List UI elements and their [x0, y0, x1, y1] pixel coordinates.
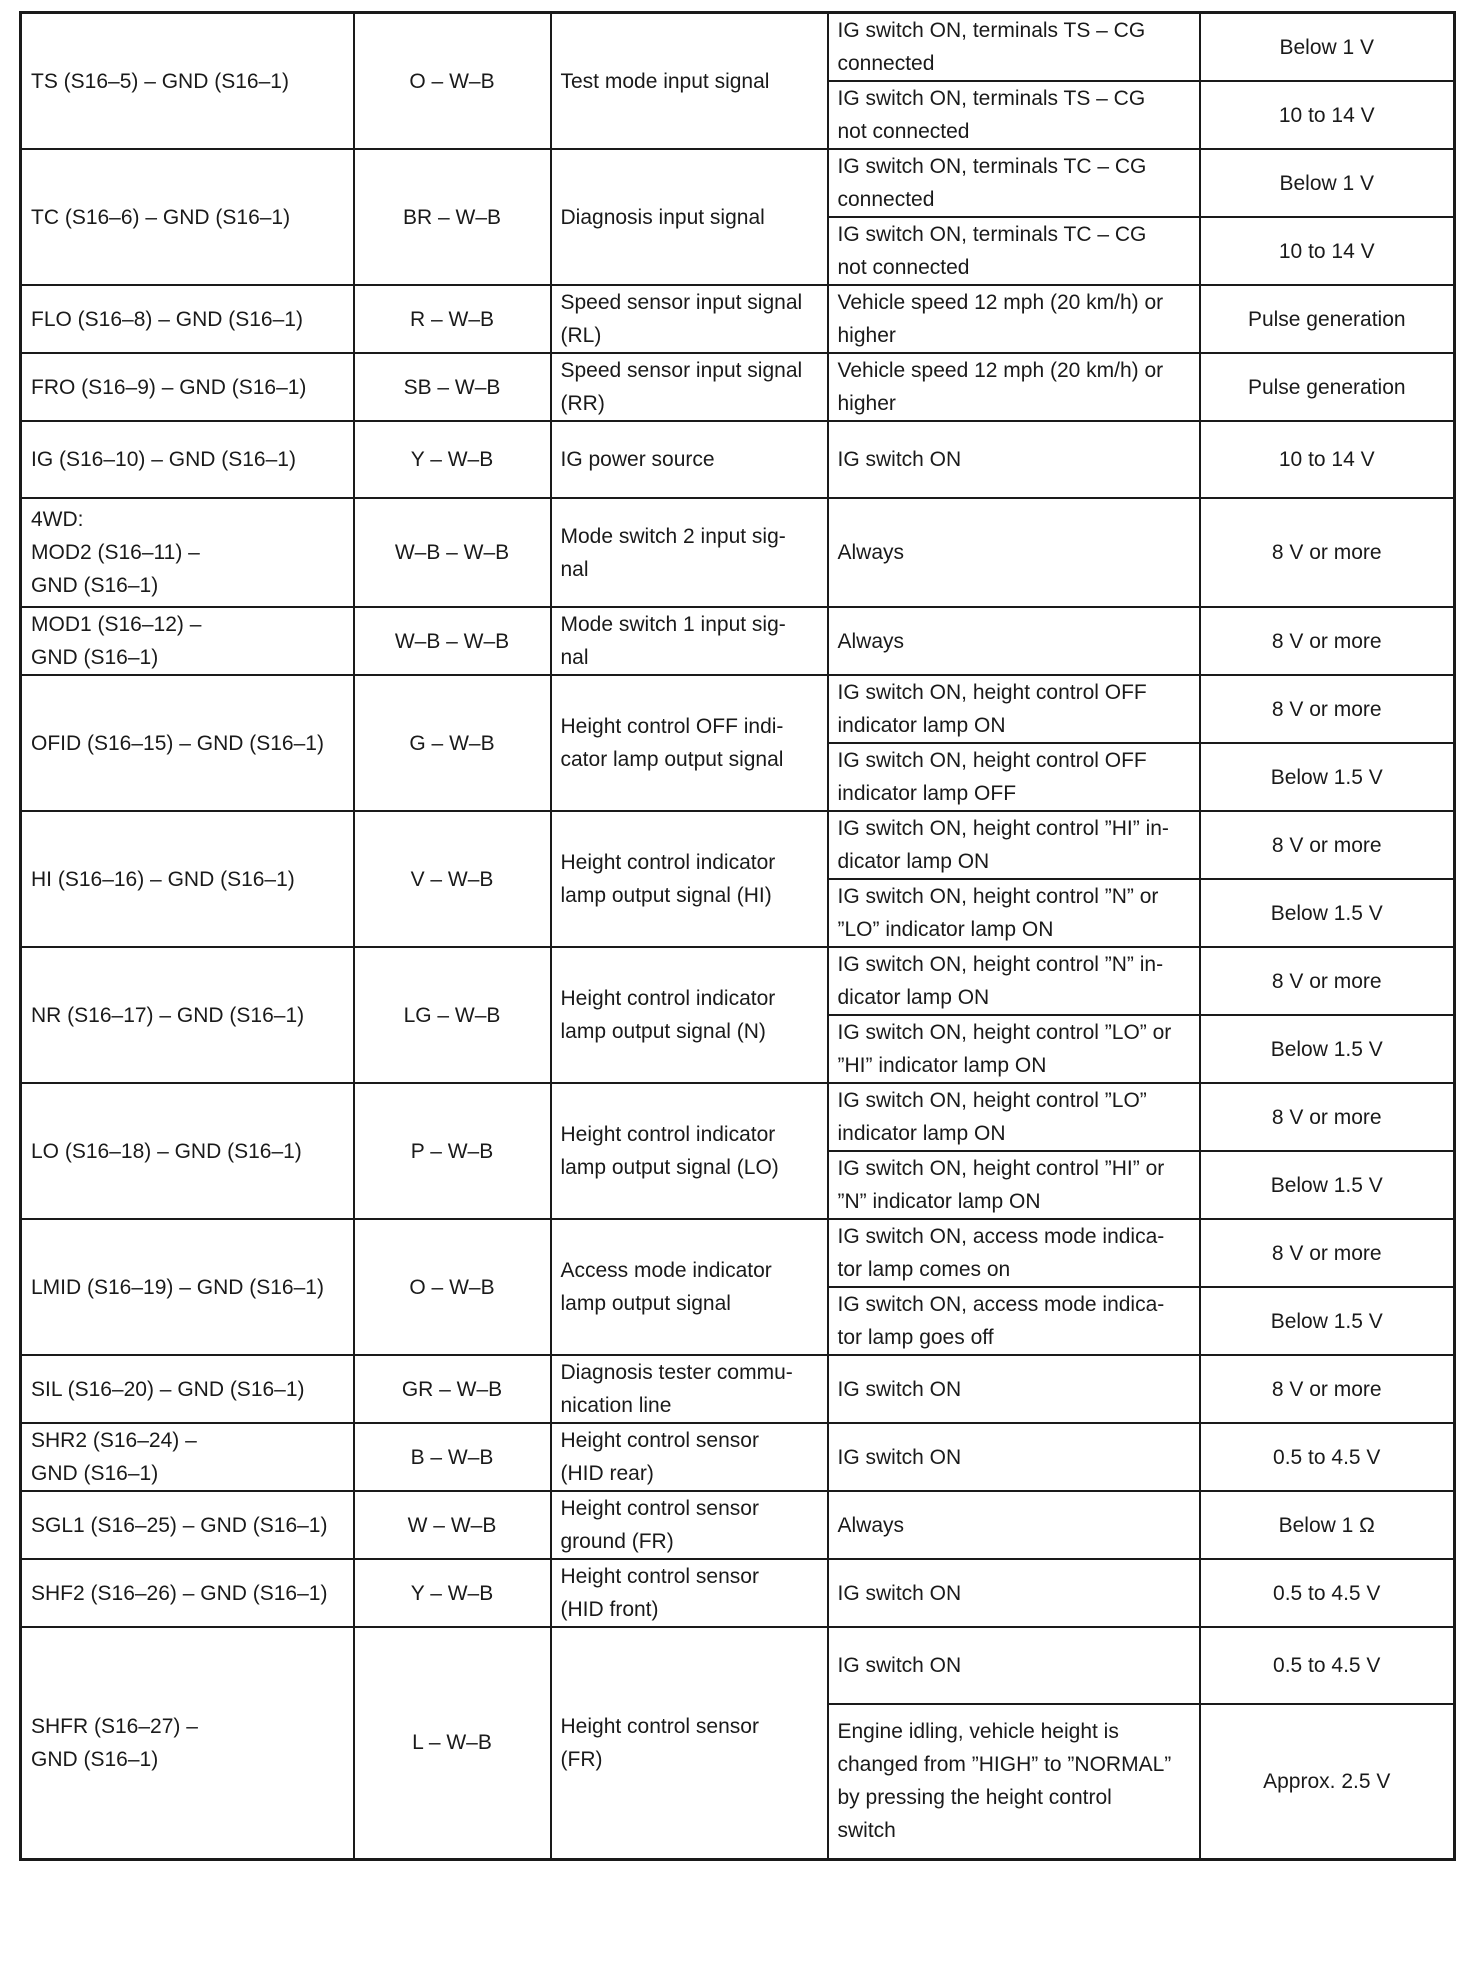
- specified-value-cell: Pulse generation: [1200, 285, 1455, 353]
- terminal-cell: [21, 149, 354, 285]
- description-cell-line: nication line: [560, 1394, 672, 1417]
- table-row: [21, 1627, 1455, 1704]
- specified-value-cell: Below 1.5 V: [1200, 879, 1455, 947]
- specified-value-cell: 10 to 14 V: [1200, 81, 1455, 149]
- specified-value-cell: 8 V or more: [1200, 947, 1455, 1015]
- condition-cell-line: connected: [837, 188, 935, 211]
- description-cell: [551, 675, 828, 811]
- condition-cell-line: IG switch ON, height control ”N” or: [837, 885, 1159, 908]
- condition-cell: [828, 675, 1200, 743]
- terminal-cell: [21, 947, 354, 1083]
- terminal-cell-line: TC (S16–6) – GND (S16–1): [31, 205, 291, 229]
- description-cell: [551, 947, 828, 1083]
- description-cell-line: Diagnosis tester commu-: [560, 1361, 793, 1384]
- table-row: [21, 1559, 1455, 1627]
- specified-value-cell: 0.5 to 4.5 V: [1200, 1559, 1455, 1627]
- condition-cell-line: indicator lamp ON: [837, 1122, 1006, 1145]
- description-cell-line: (FR): [560, 1747, 603, 1771]
- wire-color-cell: O – W–B: [354, 13, 551, 150]
- condition-cell-line: dicator lamp ON: [837, 986, 990, 1009]
- terminal-cell: [21, 1491, 354, 1559]
- terminal-cell-line: MOD2 (S16–11) –: [31, 541, 200, 564]
- table-row: [21, 285, 1455, 353]
- specified-value-cell: 8 V or more: [1200, 1355, 1455, 1423]
- terminal-cell: [21, 1423, 354, 1491]
- description-cell-line: nal: [560, 557, 589, 581]
- wire-color-cell: W–B – W–B: [354, 607, 551, 675]
- terminal-cell-line: GND (S16–1): [31, 1747, 159, 1771]
- condition-cell-line: IG switch ON: [837, 448, 962, 471]
- specified-value-cell: Below 1 Ω: [1200, 1491, 1455, 1559]
- description-cell: [551, 607, 828, 675]
- condition-cell: [828, 1287, 1200, 1355]
- terminal-cell-line: LO (S16–18) – GND (S16–1): [31, 1139, 302, 1163]
- wire-color-cell: SB – W–B: [354, 353, 551, 421]
- description-cell-line: Height control sensor: [560, 1714, 759, 1738]
- description-cell-line: cator lamp output signal: [560, 748, 784, 771]
- description-cell-line: (RL): [560, 324, 602, 347]
- condition-cell-line: IG switch ON: [837, 1377, 962, 1401]
- table-row: [21, 1491, 1455, 1559]
- condition-cell: [828, 421, 1200, 498]
- wire-color-cell: GR – W–B: [354, 1355, 551, 1423]
- condition-cell: [828, 607, 1200, 675]
- description-cell-line: Height control sensor: [560, 1497, 759, 1520]
- condition-cell-line: IG switch ON, height control ”HI” in-: [837, 817, 1169, 840]
- condition-cell: [828, 1015, 1200, 1083]
- table-row: [21, 1083, 1455, 1151]
- condition-cell: [828, 1083, 1200, 1151]
- condition-cell: [828, 1355, 1200, 1423]
- description-cell-line: Mode switch 2 input sig-: [560, 524, 786, 548]
- condition-cell-line: IG switch ON: [837, 1445, 962, 1469]
- terminal-cell-line: FRO (S16–9) – GND (S16–1): [31, 375, 307, 399]
- terminal-cell-line: 4WD:: [31, 508, 84, 531]
- condition-cell-line: indicator lamp ON: [837, 714, 1006, 737]
- wire-color-cell: P – W–B: [354, 1083, 551, 1219]
- table-row: [21, 353, 1455, 421]
- table-row: [21, 149, 1455, 217]
- condition-cell: [828, 285, 1200, 353]
- table-row: [21, 421, 1455, 498]
- condition-cell: [828, 1704, 1200, 1859]
- specified-value-cell: 10 to 14 V: [1200, 421, 1455, 498]
- condition-cell: [828, 1491, 1200, 1559]
- specified-value-cell: Below 1 V: [1200, 149, 1455, 217]
- terminal-voltage-table-container: [19, 11, 1453, 1861]
- specified-value-cell: Below 1 V: [1200, 13, 1455, 82]
- table-row: [21, 947, 1455, 1015]
- description-cell-line: lamp output signal: [560, 1292, 731, 1315]
- specified-value-cell: Below 1.5 V: [1200, 743, 1455, 811]
- terminal-cell-line: SGL1 (S16–25) – GND (S16–1): [31, 1513, 328, 1537]
- condition-cell-line: higher: [837, 392, 896, 415]
- terminal-cell: [21, 285, 354, 353]
- condition-cell-line: IG switch ON, height control ”LO”: [837, 1089, 1147, 1112]
- condition-cell-line: Vehicle speed 12 mph (20 km/h) or: [837, 291, 1164, 314]
- condition-cell-line: IG switch ON, height control ”N” in-: [837, 953, 1164, 976]
- terminal-cell-line: OFID (S16–15) – GND (S16–1): [31, 731, 324, 755]
- description-cell-line: Speed sensor input signal: [560, 291, 803, 314]
- condition-cell: [828, 1559, 1200, 1627]
- terminal-cell-line: IG (S16–10) – GND (S16–1): [31, 448, 296, 471]
- wire-color-cell: O – W–B: [354, 1219, 551, 1355]
- table-row: [21, 1219, 1455, 1287]
- condition-cell-line: higher: [837, 324, 896, 347]
- condition-cell-line: IG switch ON, terminals TS – CG: [837, 87, 1146, 110]
- condition-cell-line: IG switch ON: [837, 1654, 962, 1677]
- condition-cell: [828, 1627, 1200, 1704]
- specified-value-cell: 0.5 to 4.5 V: [1200, 1627, 1455, 1704]
- terminal-cell: [21, 1083, 354, 1219]
- condition-cell-line: Always: [837, 1513, 905, 1537]
- terminal-cell-line: FLO (S16–8) – GND (S16–1): [31, 307, 303, 331]
- wire-color-cell: L – W–B: [354, 1627, 551, 1859]
- condition-cell-line: ”N” indicator lamp ON: [837, 1190, 1041, 1213]
- description-cell-line: lamp output signal (LO): [560, 1156, 779, 1179]
- description-cell: [551, 1355, 828, 1423]
- description-cell-line: ground (FR): [560, 1530, 674, 1553]
- condition-cell: [828, 353, 1200, 421]
- description-cell: [551, 811, 828, 947]
- condition-cell: [828, 1423, 1200, 1491]
- condition-cell: [828, 743, 1200, 811]
- wire-color-cell: B – W–B: [354, 1423, 551, 1491]
- description-cell-line: Diagnosis input signal: [560, 205, 765, 229]
- description-cell-line: Height control sensor: [560, 1429, 759, 1452]
- specified-value-cell: 8 V or more: [1200, 498, 1455, 607]
- description-cell-line: Height control indicator: [560, 851, 776, 874]
- terminal-cell: [21, 607, 354, 675]
- condition-cell-line: changed from ”HIGH” to ”NORMAL”: [837, 1753, 1172, 1777]
- condition-cell: [828, 1219, 1200, 1287]
- condition-cell: [828, 947, 1200, 1015]
- description-cell: [551, 498, 828, 607]
- condition-cell-line: not connected: [837, 120, 970, 143]
- specified-value-cell: 8 V or more: [1200, 1083, 1455, 1151]
- condition-cell-line: not connected: [837, 256, 970, 279]
- terminal-cell: [21, 421, 354, 498]
- terminal-cell-line: SHR2 (S16–24) –: [31, 1429, 197, 1452]
- condition-cell-line: IG switch ON, height control ”LO” or: [837, 1021, 1172, 1044]
- description-cell-line: IG power source: [560, 448, 715, 471]
- description-cell: [551, 285, 828, 353]
- terminal-cell-line: NR (S16–17) – GND (S16–1): [31, 1003, 305, 1027]
- description-cell-line: (HID rear): [560, 1462, 654, 1485]
- specified-value-cell: 8 V or more: [1200, 607, 1455, 675]
- specified-value-cell: 8 V or more: [1200, 1219, 1455, 1287]
- condition-cell-line: switch: [837, 1819, 896, 1843]
- table-row: [21, 1423, 1455, 1491]
- terminal-cell: [21, 1355, 354, 1423]
- condition-cell-line: Always: [837, 629, 905, 653]
- terminal-cell: [21, 353, 354, 421]
- condition-cell-line: Always: [837, 541, 905, 564]
- specified-value-cell: 8 V or more: [1200, 675, 1455, 743]
- condition-cell-line: IG switch ON, access mode indica-: [837, 1293, 1165, 1316]
- condition-cell: [828, 81, 1200, 149]
- terminal-cell: [21, 13, 354, 150]
- condition-cell-line: dicator lamp ON: [837, 850, 990, 873]
- condition-cell: [828, 149, 1200, 217]
- description-cell-line: lamp output signal (HI): [560, 884, 772, 907]
- terminal-cell-line: MOD1 (S16–12) –: [31, 613, 202, 636]
- condition-cell-line: indicator lamp OFF: [837, 782, 1017, 805]
- description-cell: [551, 353, 828, 421]
- terminal-cell-line: SHF2 (S16–26) – GND (S16–1): [31, 1581, 328, 1605]
- terminal-cell: [21, 811, 354, 947]
- terminal-cell-line: SHFR (S16–27) –: [31, 1714, 198, 1738]
- description-cell-line: Mode switch 1 input sig-: [560, 613, 786, 636]
- wire-color-cell: R – W–B: [354, 285, 551, 353]
- terminal-cell-line: HI (S16–16) – GND (S16–1): [31, 867, 295, 891]
- terminal-voltage-table: [19, 11, 1456, 1861]
- specified-value-cell: 0.5 to 4.5 V: [1200, 1423, 1455, 1491]
- terminal-cell-line: TS (S16–5) – GND (S16–1): [31, 69, 289, 93]
- condition-cell-line: IG switch ON: [837, 1581, 962, 1605]
- condition-cell: [828, 498, 1200, 607]
- condition-cell-line: ”HI” indicator lamp ON: [837, 1054, 1047, 1077]
- condition-cell-line: IG switch ON, height control OFF: [837, 681, 1147, 704]
- table-row: [21, 607, 1455, 675]
- table-row: [21, 675, 1455, 743]
- wire-color-cell: Y – W–B: [354, 421, 551, 498]
- terminal-cell: [21, 1627, 354, 1859]
- description-cell: [551, 1491, 828, 1559]
- description-cell: [551, 1219, 828, 1355]
- description-cell: [551, 1083, 828, 1219]
- condition-cell-line: tor lamp goes off: [837, 1326, 994, 1349]
- table-body: [21, 13, 1455, 1860]
- terminal-cell-line: LMID (S16–19) – GND (S16–1): [31, 1275, 324, 1299]
- terminal-cell: [21, 1559, 354, 1627]
- condition-cell-line: IG switch ON, height control ”HI” or: [837, 1157, 1165, 1180]
- table-row: [21, 498, 1455, 607]
- condition-cell-line: IG switch ON, terminals TS – CG: [837, 19, 1146, 42]
- wire-color-cell: G – W–B: [354, 675, 551, 811]
- terminal-cell: [21, 498, 354, 607]
- table-row: [21, 1355, 1455, 1423]
- wire-color-cell: W – W–B: [354, 1491, 551, 1559]
- condition-cell-line: IG switch ON, terminals TC – CG: [837, 223, 1147, 246]
- description-cell-line: Test mode input signal: [560, 69, 770, 93]
- condition-cell-line: Vehicle speed 12 mph (20 km/h) or: [837, 359, 1164, 382]
- description-cell-line: (HID front): [560, 1598, 659, 1621]
- specified-value-cell: 8 V or more: [1200, 811, 1455, 879]
- description-cell-line: lamp output signal (N): [560, 1020, 766, 1043]
- table-row: [21, 13, 1455, 82]
- condition-cell: [828, 811, 1200, 879]
- condition-cell-line: ”LO” indicator lamp ON: [837, 918, 1054, 941]
- terminal-cell-line: GND (S16–1): [31, 1462, 159, 1485]
- specified-value-cell: Below 1.5 V: [1200, 1015, 1455, 1083]
- description-cell-line: nal: [560, 646, 589, 669]
- description-cell-line: Access mode indicator: [560, 1259, 772, 1282]
- condition-cell-line: by pressing the height control: [837, 1786, 1112, 1810]
- wire-color-cell: LG – W–B: [354, 947, 551, 1083]
- condition-cell-line: tor lamp comes on: [837, 1258, 1011, 1281]
- description-cell: [551, 1559, 828, 1627]
- description-cell: [551, 421, 828, 498]
- specified-value-cell: Below 1.5 V: [1200, 1287, 1455, 1355]
- condition-cell: [828, 1151, 1200, 1219]
- condition-cell: [828, 217, 1200, 285]
- terminal-cell: [21, 1219, 354, 1355]
- condition-cell: [828, 13, 1200, 82]
- condition-cell-line: connected: [837, 52, 935, 75]
- wire-color-cell: BR – W–B: [354, 149, 551, 285]
- terminal-cell-line: GND (S16–1): [31, 646, 159, 669]
- specified-value-cell: Pulse generation: [1200, 353, 1455, 421]
- terminal-cell-line: SIL (S16–20) – GND (S16–1): [31, 1377, 305, 1401]
- condition-cell: [828, 879, 1200, 947]
- description-cell: [551, 1627, 828, 1859]
- specified-value-cell: 10 to 14 V: [1200, 217, 1455, 285]
- description-cell-line: Height control sensor: [560, 1565, 759, 1588]
- wire-color-cell: W–B – W–B: [354, 498, 551, 607]
- description-cell-line: Height control indicator: [560, 987, 776, 1010]
- wire-color-cell: V – W–B: [354, 811, 551, 947]
- terminal-cell-line: GND (S16–1): [31, 574, 159, 597]
- condition-cell-line: IG switch ON, terminals TC – CG: [837, 155, 1147, 178]
- description-cell-line: (RR): [560, 392, 605, 415]
- description-cell-line: Height control indicator: [560, 1123, 776, 1146]
- description-cell-line: Speed sensor input signal: [560, 359, 803, 382]
- wire-color-cell: Y – W–B: [354, 1559, 551, 1627]
- terminal-cell: [21, 675, 354, 811]
- condition-cell-line: IG switch ON, height control OFF: [837, 749, 1147, 772]
- description-cell: [551, 13, 828, 150]
- description-cell-line: Height control OFF indi-: [560, 715, 784, 738]
- description-cell: [551, 1423, 828, 1491]
- description-cell: [551, 149, 828, 285]
- specified-value-cell: Approx. 2.5 V: [1200, 1704, 1455, 1859]
- table-row: [21, 811, 1455, 879]
- condition-cell-line: IG switch ON, access mode indica-: [837, 1225, 1165, 1248]
- condition-cell-line: Engine idling, vehicle height is: [837, 1720, 1119, 1744]
- specified-value-cell: Below 1.5 V: [1200, 1151, 1455, 1219]
